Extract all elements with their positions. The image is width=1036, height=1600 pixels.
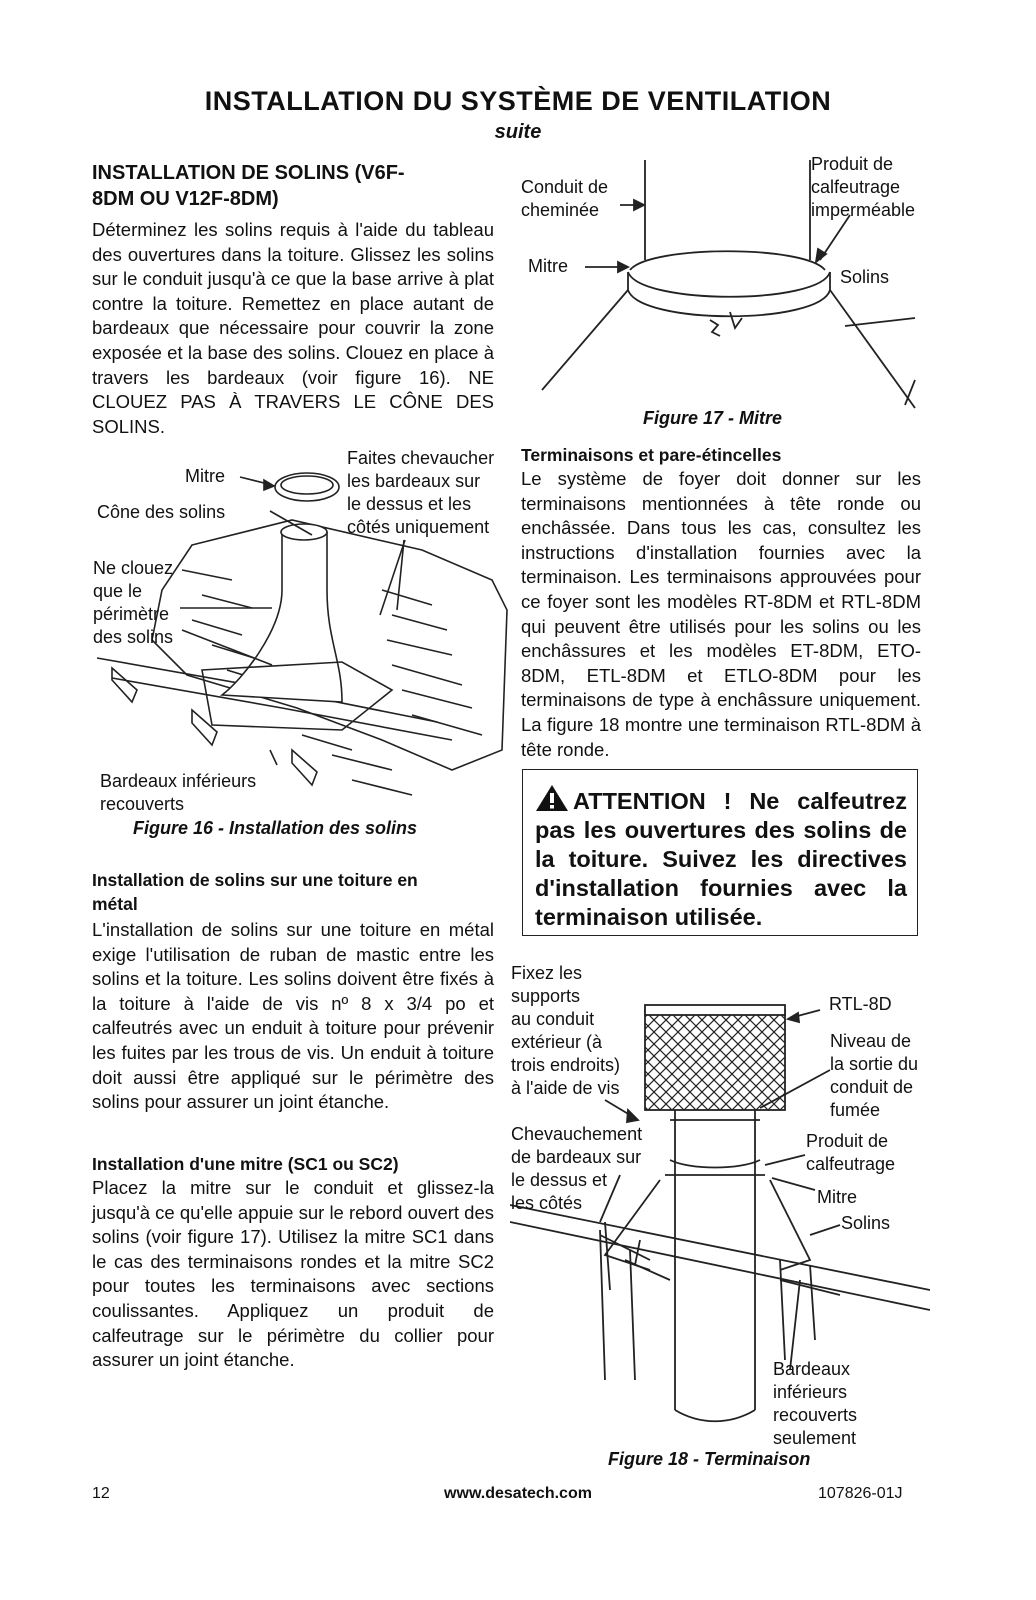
warning-box: [522, 769, 918, 936]
paragraph-terminations: Le système de foyer doit donner sur les terminaisons mentionnées à tête ronde ou enchâssée. Dans tous les cas, consultez les instructions d'installation fournies avec la terminaison. Les terminaisons approuvées pour ce foyer sont les modèles RT-8DM et RTL-8DM qui peuvent être utilisés pour les solins ou les enchâssures et les modèles ET-8DM, ETO-8DM, ETL-8DM et ETLO-8DM pour les terminaisons de type à enchâssure uniquement. La figure 18 montre une terminaison RTL-8DM à tête ronde.: [521, 468, 921, 760]
fig17-label-solins: Solins: [840, 267, 890, 287]
fig16-label-mitre: Mitre: [185, 466, 225, 486]
section-heading-solins: INSTALLATION DE SOLINS (V6F- 8DM OU V12F-8DM): [92, 162, 405, 210]
fig18-label-produit: Produit de calfeutrage: [806, 1131, 896, 1174]
section-heading-mitre: Installation d'une mitre (SC1 ou SC2): [92, 1154, 399, 1174]
fig18-label-bardeaux: Bardeaux inférieurs recouverts seulement: [773, 1359, 858, 1448]
document-code: 107826-01J: [818, 1485, 903, 1502]
fig17-label-mitre: Mitre: [528, 256, 568, 276]
fig17-label-produit: Produit de calfeutrage imperméable: [811, 154, 916, 220]
section-heading-terminations: Terminaisons et pare-étincelles: [521, 445, 782, 465]
warning-triangle-icon: [535, 784, 569, 812]
fig18-label-chevauchement: Chevauchement de bardeaux sur le dessus et les côtés: [511, 1124, 643, 1213]
fig18-label-rtl: RTL-8D: [829, 994, 892, 1014]
fig18-label-mitre: Mitre: [817, 1187, 857, 1207]
fig18-label-solins: Solins: [841, 1213, 891, 1233]
page-number: 12: [92, 1485, 110, 1502]
page-title: INSTALLATION DU SYSTÈME DE VENTILATION: [204, 86, 832, 116]
fig16-label-overlap: Faites chevaucher les bardeaux sur le dessus et les côtés uniquement: [347, 448, 495, 537]
fig16-caption: Figure 16 - Installation des solins: [133, 818, 418, 838]
section-heading-metal-roof: Installation de solins sur une toiture en métal: [92, 870, 418, 914]
paragraph-metal-roof: L'installation de solins sur une toiture en métal exige l'utilisation de ruban de mastic entre les solins et la toiture. Les solins doivent être fixés à la toiture à l'aide de vis nº 8 x 3/4 po et calfeutrés avec un enduit à toiture pour prévenir les fuites par les trous de vis. Un enduit à toiture doit aussi être appliqué sur le périmètre des solins pour assurer un joint étanche.: [92, 919, 494, 1113]
fig17-label-conduit: Conduit de cheminée: [521, 177, 609, 220]
warning-text-wrapper: [535, 784, 907, 932]
fig17-caption: Figure 17 - Mitre: [643, 408, 783, 428]
fig16-label-cone: Cône des solins: [97, 502, 226, 522]
warning-text: ATTENTION ! Ne calfeutrez pas les ouvertures des solins de la toiture. Suivez les directives d'installation fournies avec la terminaison utilisée.: [535, 788, 907, 930]
footer-url[interactable]: www.desatech.com: [444, 1485, 592, 1502]
fig18-caption: Figure 18 - Terminaison: [608, 1449, 811, 1469]
fig16-label-lower: Bardeaux inférieurs recouverts: [100, 771, 257, 814]
fig18-label-niveau: Niveau de la sortie du conduit de fumée: [830, 1031, 919, 1120]
paragraph-mitre: Placez la mitre sur le conduit et glissez-la jusqu'à ce qu'elle appuie sur le rebord ouvert des solins (voir figure 17). Utilisez la mitre SC1 dans le cas des terminaisons rondes et la mitre SC2 pour toutes les terminaisons avec sections coulissantes. Appliquez un produit de calfeutrage sur le périmètre du collier pour assurer un joint étanche.: [92, 1177, 494, 1371]
paragraph-solins: Déterminez les solins requis à l'aide du tableau des ouvertures dans la toiture. Glissez les solins sur le conduit jusqu'à ce que la base arrive à plat contre la toiture. Remettez en place autant de bardeaux que nécessaire pour couvrir la zone exposée et la base des solins. Clouez en place à travers les bardeaux (voir figure 16). NE CLOUEZ PAS À TRAVERS LE CÔNE DES SOLINS.: [92, 219, 494, 437]
page-subtitle: suite: [494, 121, 542, 143]
fig18-label-fixez: Fixez les supports au conduit extérieur (à trois endroits) à l'aide de vis: [511, 963, 621, 1098]
fig16-label-nail: Ne clouez que le périmètre des solins: [93, 558, 174, 647]
